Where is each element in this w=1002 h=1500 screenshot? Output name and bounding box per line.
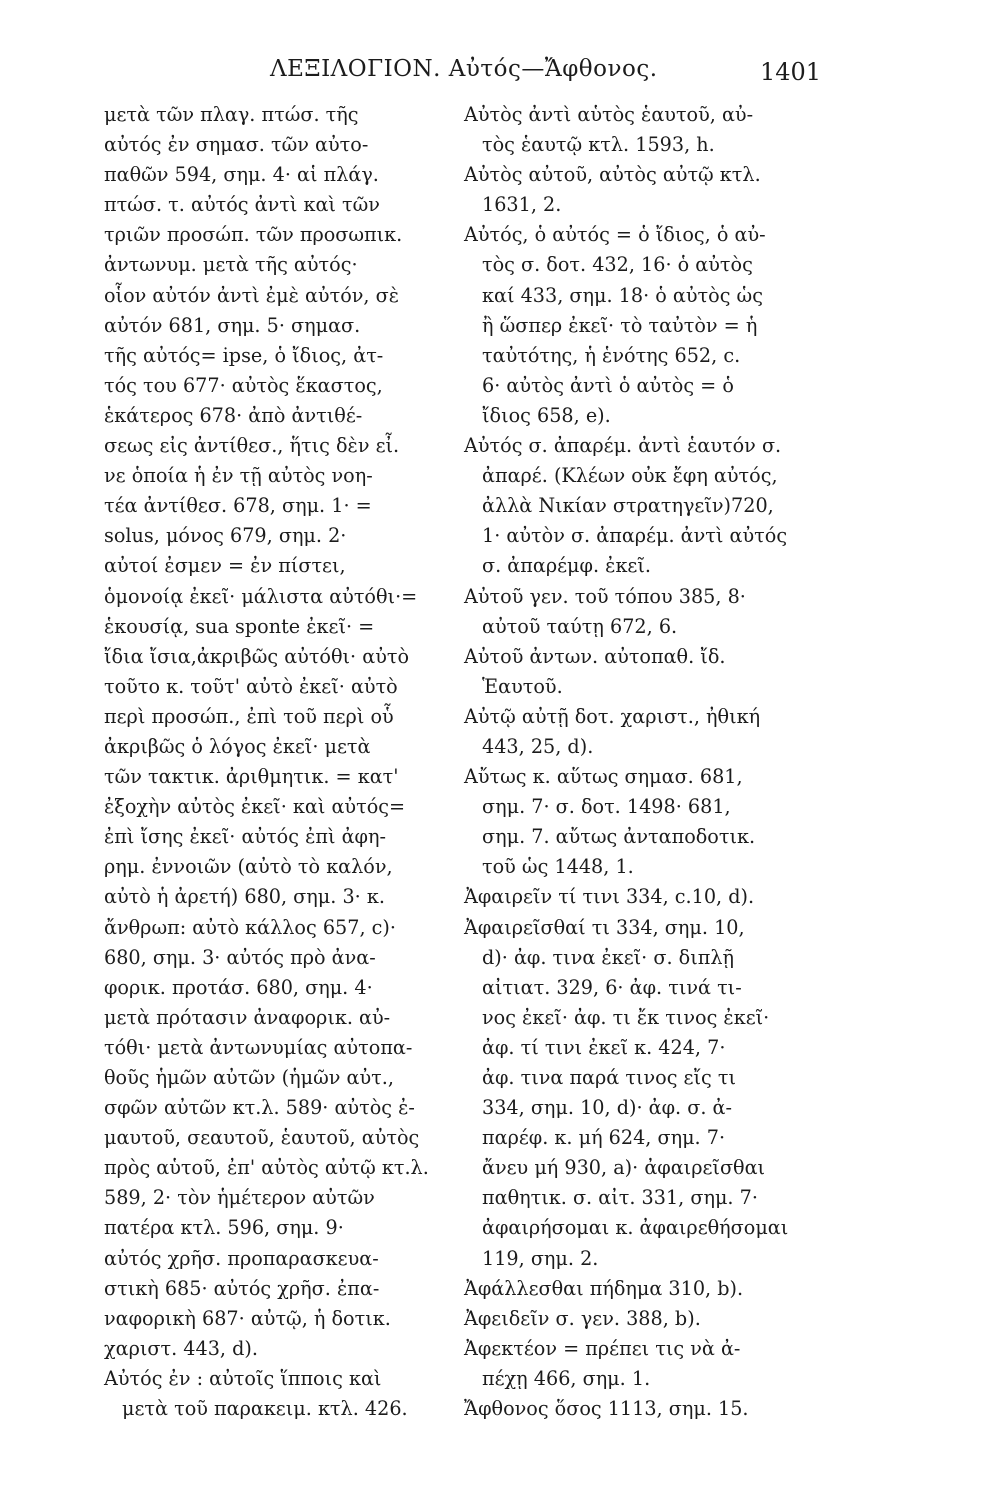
page-number: 1401 bbox=[760, 58, 822, 86]
text-line: ναφορικὴ 687· αὐτῷ, ἡ δοτικ. bbox=[104, 1306, 391, 1330]
text-line: τῆς αὐτός= ipse, ὁ ἴδιος, ἀτ- bbox=[104, 343, 384, 367]
text-line: χαριστ. 443, d). bbox=[104, 1336, 258, 1360]
text-line: πατέρα κτλ. 596, σημ. 9· bbox=[104, 1216, 344, 1240]
text-line: ἄνθρωπ: αὐτὸ κάλλος 657, c)· bbox=[104, 915, 396, 939]
text-line: ἴδια ἴσια,ἀκριβῶς αὐτόθι· αὐτὸ bbox=[104, 644, 410, 668]
text-line: Αὐτῷ αὐτῇ δοτ. χαριστ., ἠθική bbox=[464, 704, 761, 728]
text-line: πτώσ. τ. αὐτός ἀντὶ καὶ τῶν bbox=[104, 193, 380, 217]
text-line: ρημ. ἐννοιῶν (αὐτὸ τὸ καλόν, bbox=[104, 855, 393, 879]
text-line: Αὔτως κ. αὕτως σημασ. 681, bbox=[464, 765, 743, 789]
text-line: Ἀφαιρεῖν τί τινι 334, c.10, d). bbox=[464, 885, 755, 909]
text-line: ἢ ὥσπερ ἐκεῖ· τὸ ταὐτὸν = ἡ bbox=[482, 313, 758, 337]
text-line: ἀκριβῶς ὁ λόγος ἐκεῖ· μετὰ bbox=[104, 734, 371, 758]
text-line: 6· αὐτὸς ἀντὶ ὁ αὐτὸς = ὁ bbox=[482, 373, 734, 397]
text-line: ἴδιος 658, e). bbox=[482, 403, 611, 427]
text-line: τοῦτο κ. τοῦτ' αὐτὸ ἐκεῖ· αὐτὸ bbox=[104, 674, 398, 698]
text-line: σημ. 7. αὔτως ἀνταποδοτικ. bbox=[482, 825, 756, 849]
text-line: 334, σημ. 10, d)· ἀφ. σ. ἀ- bbox=[482, 1096, 732, 1120]
text-line: ταὐτότης, ἡ ἑνότης 652, c. bbox=[482, 343, 741, 367]
text-line: παθητικ. σ. αἰτ. 331, σημ. 7· bbox=[482, 1186, 758, 1210]
text-line: ἐπὶ ἴσης ἐκεῖ· αὐτός ἐπὶ ἀφη- bbox=[104, 825, 386, 849]
text-line: θοῦς ἡμῶν αὐτῶν (ἡμῶν αὐτ., bbox=[104, 1066, 394, 1089]
text-line: νε ὁποία ἡ ἐν τῇ αὐτὸς νοη- bbox=[104, 464, 373, 488]
text-line: μετὰ τῶν πλαγ. πτώσ. τῆς bbox=[104, 103, 359, 126]
running-title: ΛΕΞΙΛΟΓΙΟΝ. Αὐτός—Ἄφθονος. bbox=[270, 56, 658, 82]
text-line: Αὐτοῦ ἀντων. αὐτοπαθ. ἴδ. bbox=[464, 644, 726, 668]
left-column bbox=[104, 100, 466, 1424]
text-line: Αὐτὸς ἀντὶ αὑτὸς ἑαυτοῦ, αὐ- bbox=[464, 103, 754, 126]
text-line: d)· ἀφ. τινα ἐκεῖ· σ. διπλῇ bbox=[482, 945, 735, 969]
text-line: ἀντωνυμ. μετὰ τῆς αὐτός· bbox=[104, 253, 358, 277]
text-line: παρέφ. κ. μή 624, σημ. 7· bbox=[482, 1126, 726, 1150]
text-line: Αὐτός σ. ἀπαρέμ. ἀντὶ ἑαυτόν σ. bbox=[464, 434, 782, 458]
text-line: Αὐτὸς αὐτοῦ, αὐτὸς αὐτῷ κτλ. bbox=[464, 163, 761, 187]
text-line: αὐτός ἐν σημασ. τῶν αὐτο- bbox=[104, 133, 369, 157]
text-line: Ἑαυτοῦ. bbox=[482, 674, 563, 698]
text-line: Ἀφεκτέον = πρέπει τις νὰ ἀ- bbox=[464, 1336, 741, 1360]
text-line: τῶν τακτικ. ἀριθμητικ. = κατ' bbox=[104, 765, 399, 789]
text-line: σ. ἀπαρέμφ. ἐκεῖ. bbox=[482, 554, 651, 578]
text-line: πρὸς αὑτοῦ, ἐπ' αὐτὸς αὐτῷ κτ.λ. bbox=[104, 1156, 429, 1180]
text-line: 119, σημ. 2. bbox=[482, 1246, 599, 1270]
text-line: τὸς σ. δοτ. 432, 16· ὁ αὐτὸς bbox=[482, 253, 753, 277]
text-line: αἰτιατ. 329, 6· ἀφ. τινά τι- bbox=[482, 975, 742, 999]
page-header bbox=[0, 56, 1002, 96]
text-line: solus, μόνος 679, σημ. 2· bbox=[104, 524, 347, 548]
text-line: Αὐτός ἐν : αὐτοῖς ἵπποις καὶ bbox=[104, 1366, 382, 1390]
text-line: στικὴ 685· αὐτός χρῆσ. ἐπα- bbox=[104, 1276, 380, 1300]
text-line: αὐτόν 681, σημ. 5· σημασ. bbox=[104, 313, 361, 337]
text-line: μετὰ πρότασιν ἀναφορικ. αὐ- bbox=[104, 1005, 391, 1029]
text-line: σφῶν αὐτῶν κτ.λ. 589· αὐτὸς ἐ- bbox=[104, 1096, 415, 1120]
text-line: αὐτοῦ ταύτῃ 672, 6. bbox=[482, 614, 678, 638]
text-line: τοῦ ὡς 1448, 1. bbox=[482, 855, 634, 879]
text-line: τός του 677· αὐτὸς ἕκαστος, bbox=[104, 373, 383, 397]
text-line: μετὰ τοῦ παρακειμ. κτλ. 426. bbox=[122, 1397, 408, 1421]
text-line: Ἀφάλλεσθαι πήδημα 310, b). bbox=[464, 1276, 744, 1300]
text-line: 1· αὐτὸν σ. ἀπαρέμ. ἀντὶ αὐτός bbox=[482, 524, 788, 548]
text-line: σημ. 7· σ. δοτ. 1498· 681, bbox=[482, 795, 731, 819]
text-line: ἑκάτερος 678· ἀπὸ ἀντιθέ- bbox=[104, 403, 363, 427]
text-line: οἷον αὐτόν ἀντὶ ἐμὲ αὐτόν, σὲ bbox=[104, 283, 400, 307]
text-line: φορικ. προτάσ. 680, σημ. 4· bbox=[104, 975, 373, 999]
text-line: πέχῃ 466, σημ. 1. bbox=[482, 1366, 651, 1390]
text-line: 680, σημ. 3· αὐτός πρὸ ἀνα- bbox=[104, 945, 376, 969]
text-line: 589, 2· τὸν ἡμέτερον αὐτῶν bbox=[104, 1186, 375, 1210]
text-line: νος ἐκεῖ· ἀφ. τι ἔκ τινος ἐκεῖ· bbox=[482, 1005, 770, 1029]
text-line: μαυτοῦ, σεαυτοῦ, ἑαυτοῦ, αὐτὸς bbox=[104, 1126, 420, 1150]
text-line: 443, 25, d). bbox=[482, 734, 594, 758]
text-line: τόθι· μετὰ ἀντωνυμίας αὐτοπα- bbox=[104, 1035, 413, 1059]
text-line: Ἄφθονος ὅσος 1113, σημ. 15. bbox=[464, 1397, 749, 1421]
text-line: ἑκουσίᾳ, sua sponte ἐκεῖ· = bbox=[104, 614, 375, 638]
text-line: ἀλλὰ Νικίαν στρατηγεῖν)720, bbox=[482, 494, 774, 518]
right-column bbox=[464, 100, 819, 1424]
text-line: σεως εἰς ἀντίθεσ., ἥτις δὲν εἶ. bbox=[104, 434, 400, 458]
text-line: ἀπαρέ. (Κλέων οὐκ ἔφη αὐτός, bbox=[482, 464, 778, 488]
text-line: τὸς ἑαυτῷ κτλ. 1593, h. bbox=[482, 133, 715, 157]
text-line: ἄνευ μή 930, a)· ἀφαιρεῖσθαι bbox=[482, 1156, 766, 1180]
text-line: Αὐτός, ὁ αὐτός = ὁ ἴδιος, ὁ αὐ- bbox=[464, 223, 766, 247]
text-line: καί 433, σημ. 18· ὁ αὐτὸς ὡς bbox=[482, 283, 763, 307]
text-line: παθῶν 594, σημ. 4· αἱ πλάγ. bbox=[104, 163, 379, 187]
text-line: ἀφ. τί τινι ἐκεῖ κ. 424, 7· bbox=[482, 1035, 726, 1059]
text-line: αὐτοί ἐσμεν = ἐν πίστει, bbox=[104, 554, 346, 578]
text-line: ἐξοχὴν αὐτὸς ἐκεῖ· καὶ αὐτός= bbox=[104, 795, 406, 819]
text-line: αὐτός χρῆσ. προπαρασκευα- bbox=[104, 1246, 379, 1270]
text-line: ἀφαιρήσομαι κ. ἀφαιρεθήσομαι bbox=[482, 1216, 789, 1240]
text-line: 1631, 2. bbox=[482, 193, 562, 217]
text-line: Ἀφαιρεῖσθαί τι 334, σημ. 10, bbox=[464, 915, 745, 939]
text-line: τέα ἀντίθεσ. 678, σημ. 1· = bbox=[104, 494, 372, 518]
text-line: τριῶν προσώπ. τῶν προσωπικ. bbox=[104, 223, 403, 247]
text-line: Αὐτοῦ γεν. τοῦ τόπου 385, 8· bbox=[464, 584, 746, 608]
text-line: ὁμονοίᾳ ἐκεῖ· μάλιστα αὐτόθι·= bbox=[104, 584, 418, 608]
text-line: περὶ προσώπ., ἐπὶ τοῦ περὶ οὗ bbox=[104, 704, 394, 728]
text-line: αὐτὸ ἡ ἀρετή) 680, σημ. 3· κ. bbox=[104, 885, 385, 909]
text-line: ἀφ. τινα παρά τινος εἴς τι bbox=[482, 1066, 737, 1089]
text-line: Ἀφειδεῖν σ. γεν. 388, b). bbox=[464, 1306, 701, 1330]
